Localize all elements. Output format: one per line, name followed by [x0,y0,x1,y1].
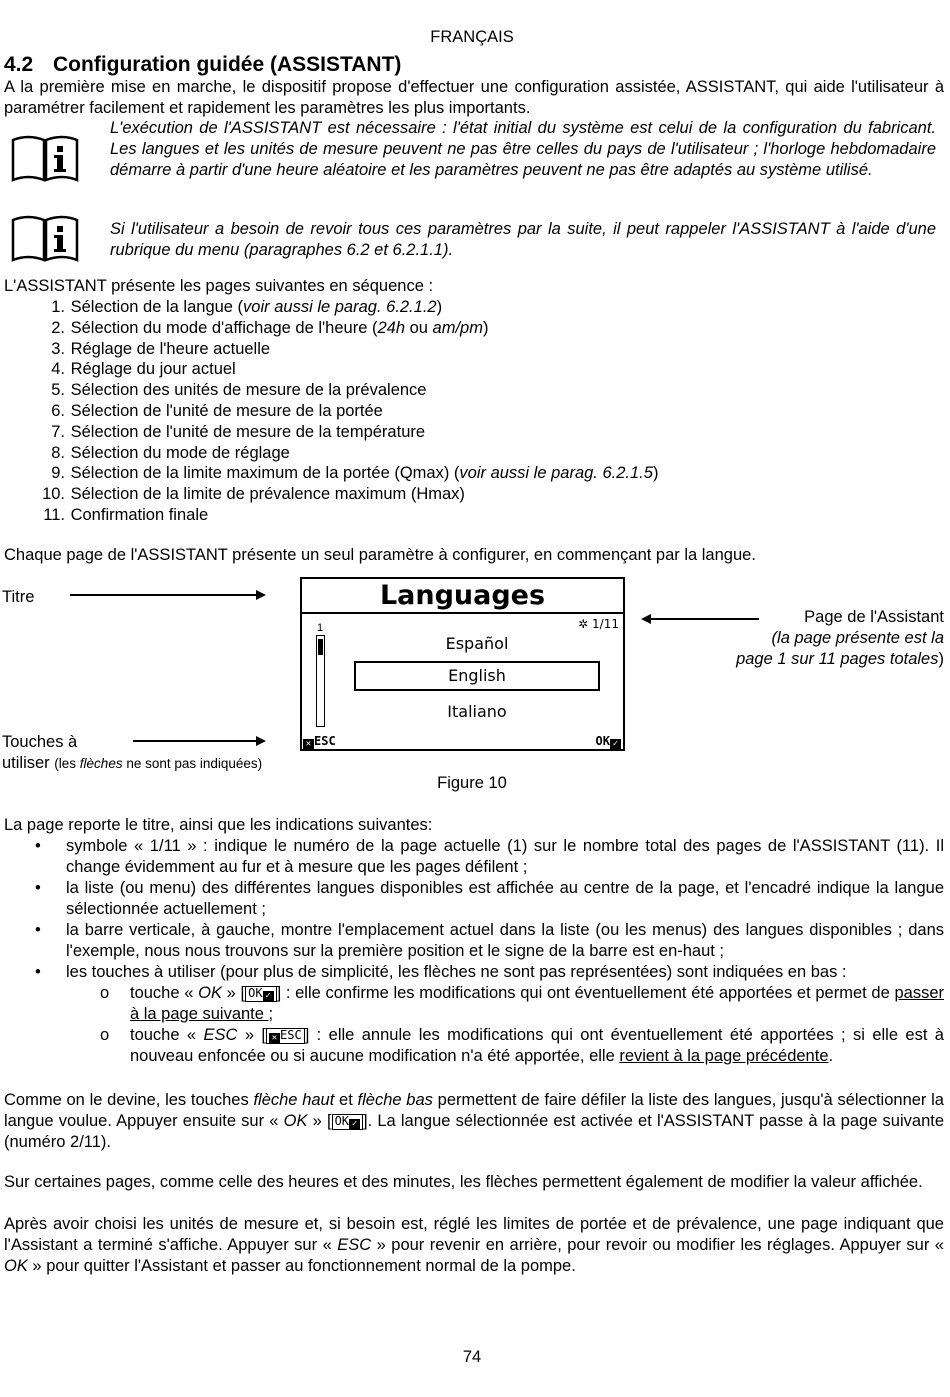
language-option[interactable]: Italiano [447,702,507,721]
screen-title: Languages [302,579,623,614]
esc-key-chip: ✕ ESC [266,1028,305,1044]
cross-icon: ✕ [269,1033,280,1043]
list-item: • symbole « 1/11 » : indique le numéro de la page actuelle (1) sur le nombre total des pages de l'ASSISTANT (11). Il change évidemment au fur et à mesure que les pages défilent ; [35,837,944,876]
arrow-head-left-icon [641,614,651,624]
section-number: 4.2 [4,53,34,76]
check-icon: ✓ [349,1119,360,1129]
steps-list [30,297,658,526]
intro-paragraph: A la première mise en marche, le dispositif propose d'effectuer une configuration assistée, ASSISTANT, qui aide l'utilisateur à paramétrer facilement et rapidement les paramètres les plus importants. [4,78,944,117]
page-header: FRANÇAIS [430,28,514,46]
list-item: • la liste (ou menu) des différentes langues disponibles est affichée au centre de la page, et l'encadré indique la langue sélectionnée actuellement ; [35,879,944,918]
section-title: Configuration guidée (ASSISTANT) [53,53,402,76]
list-item: o touche « ESC » [ ✕ ESC ] : elle annule les modifications qui ont éventuellement été apportées ; si elle est à nouveau enfoncée ou si aucune modification n'a été apportée, elle revient à la page précédente. [100,1026,944,1065]
arrow-head-right-icon [256,590,266,600]
display-screen [300,577,625,751]
page-intro: Chaque page de l'ASSISTANT présente un seul paramètre à configurer, en commençant par la langue. [4,546,756,564]
scrollbar [316,635,325,727]
keys-sublist [66,983,944,1067]
cross-icon: ✕ [303,739,314,749]
arrow-title [70,594,256,596]
list-item: 4. Réglage du jour actuel [51,360,236,379]
scroll-position-number: 1 [317,622,324,634]
info-book-icon [10,212,80,264]
figure-caption: Figure 10 [437,774,507,792]
page-counter: ✲ 1/11 [578,617,619,631]
check-icon: ✓ [610,739,621,749]
note-recall-assistant: Si l'utilisateur a besoin de revoir tous ces paramètres par la suite, il peut rappeler l'ASSISTANT à l'aide d'une rubrique du menu (paragraphes 6.2 et 6.2.1.1). [110,220,936,259]
sun-icon: ✲ [578,617,589,631]
info-book-icon [10,132,80,184]
list-intro: L'ASSISTANT présente les pages suivantes en séquence : [4,277,434,295]
list-item: o touche « OK » [ OK ✓ ] : elle confirme les modifications qui ont éventuellement été apportées et permet de passer à la page suivante ; [100,984,944,1023]
paragraph-values: Sur certaines pages, comme celle des heures et des minutes, les flèches permettent également de modifier la valeur affichée. [4,1173,923,1191]
ok-key[interactable]: OK ✓ [596,734,621,749]
figure-label-keys: Touches à [2,733,78,751]
language-option[interactable]: Español [445,634,509,653]
list-item: 8. Sélection du mode de réglage [51,443,290,462]
list-item: 11. Confirmation finale [43,505,209,524]
scrollbar-thumb [318,639,323,655]
arrow-head-right-icon [256,736,266,746]
page-number: 74 [462,1348,482,1366]
list-item: • les touches à utiliser (pour plus de simplicité, les flèches ne sont pas représentées) sont indiquées en bas : o touche « OK » [ OK ✓ ] : elle confirme les modifications qui ont éventuellement été apportées et permet de passer à la page suivante ; o touche « ESC » [ ✕ ESC ] : elle annule les modifications qui ont éventuellement été apportées ; si elle est à nouveau enfoncée ou si aucune modification n'a été apportée, elle revient à la page précédente. [35,963,944,1065]
language-option-selected[interactable]: English [354,661,600,691]
list-item: 5. Sélection des unités de mesure de la prévalence [51,381,427,400]
list-item: 6. Sélection de l'unité de mesure de la portée [51,401,383,420]
arrow-keys [133,740,256,742]
list-item: 7. Sélection de l'unité de mesure de la température [51,422,426,441]
figure-label-page: Page de l'Assistant (la page présente est la page 1 sur 11 pages totales) [736,608,944,668]
check-icon: ✓ [263,991,274,1001]
ok-key-chip: OK ✓ [245,986,276,1002]
figure-label-keys-line2: utiliser (les flèches ne sont pas indiquées) [2,754,263,772]
report-intro: La page reporte le titre, ainsi que les indications suivantes: [4,816,433,834]
paragraph-scrolling: Comme on le devine, les touches flèche haut et flèche bas permettent de faire défiler la liste des langues, jusqu'à sélectionner la langue voulue. Appuyer ensuite sur « OK » [ OK ✓ ]. La langue sélectionnée est activée et l'ASSISTANT passe à la page suivante (numéro 2/11). [4,1091,945,1151]
list-item: 10. Sélection de la limite de prévalence maximum (Hmax) [42,485,465,504]
esc-key[interactable]: ✕ ESC [303,734,336,749]
list-item: 1. Sélection de la langue (voir aussi le parag. 6.2.1.2) [51,298,443,316]
note-initial-state: L'exécution de l'ASSISTANT est nécessaire : l'état initial du système est celui de la configuration du fabricant. Les langues et les unités de mesure peuvent ne pas être celles du pays de l'utilisateur ; l'horloge hebdomadaire démarre à partir d'une heure aléatoire et les paramètres peuvent ne pas être adaptés au système utilisé. [110,119,936,179]
list-item: 2. Sélection du mode d'affichage de l'heure (24h ou am/pm) [51,318,489,337]
paragraph-finish: Après avoir choisi les unités de mesure et, si besoin est, réglé les limites de portée et de prévalence, une page indiquant que l'Assistant a terminé s'affiche. Appuyer sur « ESC » pour revenir en arrière, pour revoir ou modifier les réglages. Appuyer sur « OK » pour quitter l'Assistant et passer au fonctionnement normal de la pompe. [4,1215,944,1275]
figure-label-title: Titre [2,588,35,606]
list-item: • la barre verticale, à gauche, montre l'emplacement actuel dans la liste (ou les menus) des langues disponibles ; dans l'exemple, nous nous trouvons sur la première position et le signe de la barre est en-haut ; [35,921,944,960]
section-heading [4,52,401,78]
list-item: 9. Sélection de la limite maximum de la portée (Qmax) (voir aussi le parag. 6.2.1.5) [51,464,659,483]
indications-list [0,836,944,1067]
ok-key-chip: OK ✓ [332,1114,363,1130]
list-item: 3. Réglage de l'heure actuelle [51,339,271,358]
